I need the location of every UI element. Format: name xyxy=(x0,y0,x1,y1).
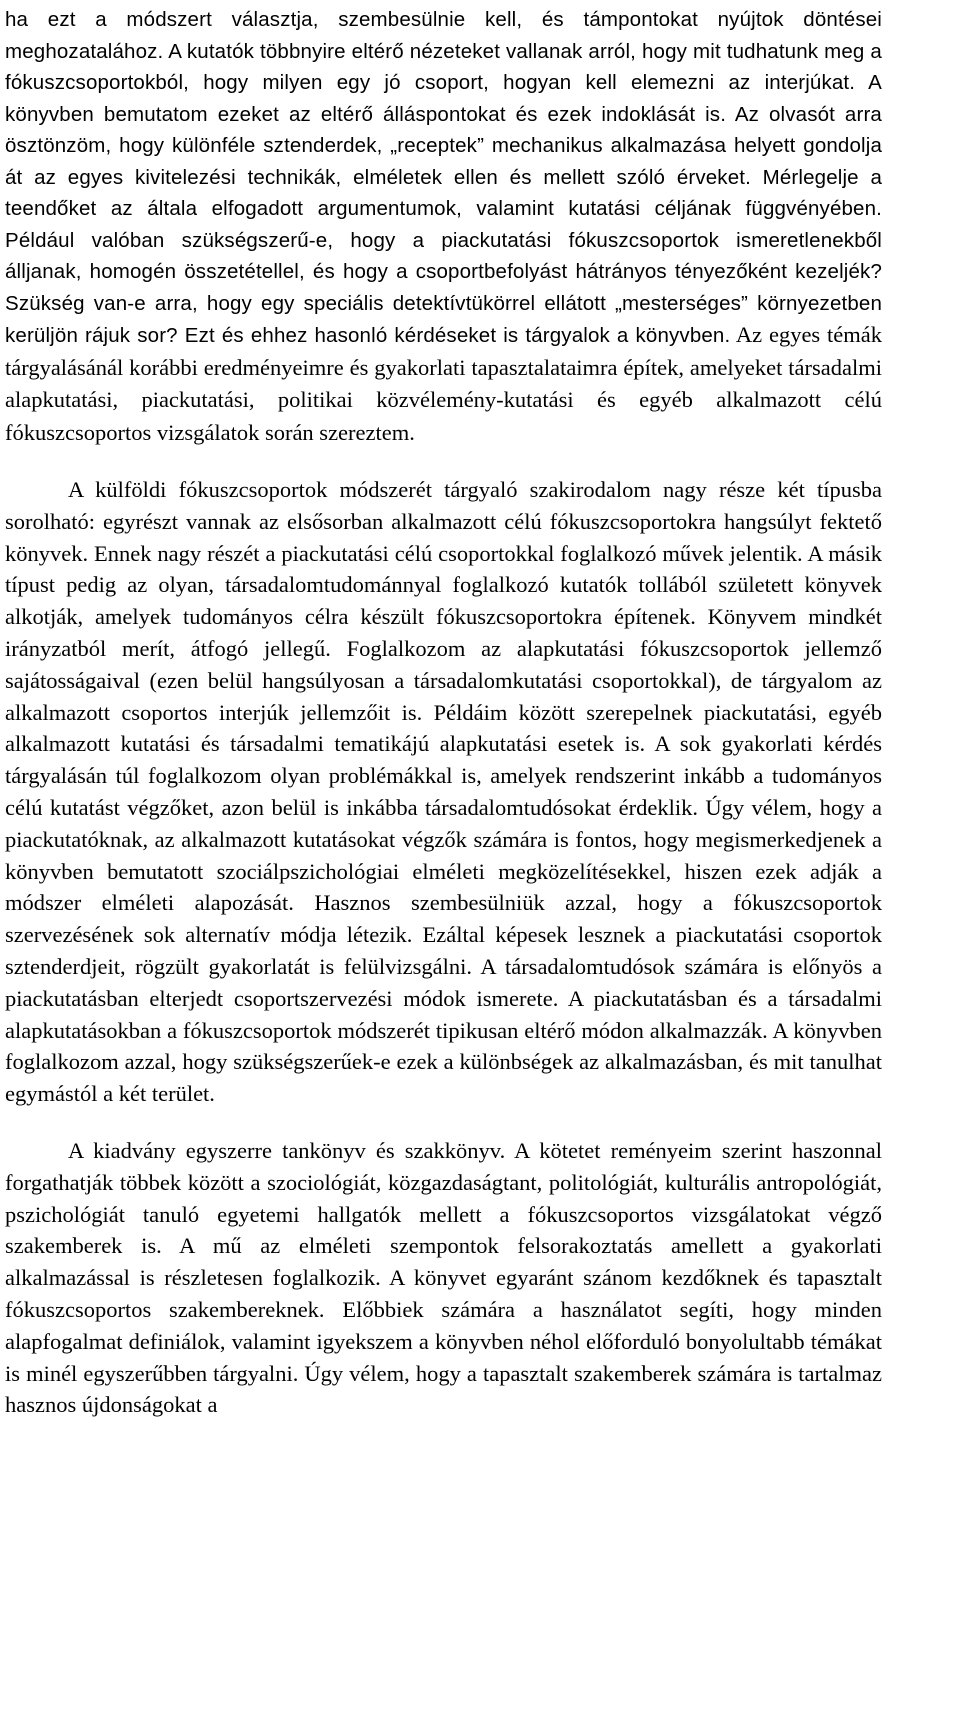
paragraph-2: A külföldi fókuszcsoportok módszerét tárgyaló szakirodalom nagy része két típusba sorolható: egyrészt vannak az elsősorban alkalmazott célú fókuszcsoportokra hangsúlyt fektető könyvek. Ennek nagy részét a piackutatási célú csoportokkal foglalkozó művek jelentik. A másik típust pedig az olyan, társadalomtudománnyal foglalkozó kutatók tollából született könyvek alkotják, amelyek tudományos célra készült fókuszcsoportokra építenek. Könyvem mindkét irányzatból merít, átfogó jellegű. Foglalkozom az alapkutatási fókuszcsoportok jellemző sajátosságaival (ezen belül hangsúlyosan a társadalomkutatási csoportokkal), de tárgyalom az alkalmazott csoportos interjúk jellemzőit is. Példáim között szerepelnek piackutatási, egyéb alkalmazott kutatási és társadalmi tematikájú alapkutatási esetek is. A sok gyakorlati kérdés tárgyalásán túl foglalkozom olyan problémákkal is, amelyek rendszerint inkább a tudományos célú kutatást végzőket, azon belül is inkábba társadalomtudósokat érdeklik. Úgy vélem, hogy a piackutatóknak, az alkalmazott kutatásokat végzők számára is fontos, hogy megismerkedjenek a könyvben bemutatott szociálpszichológiai elméleti megközelítésekkel, hiszen ezek adják a módszer elméleti alapozását. Hasznos szembesülniük azzal, hogy a fókuszcsoportok szervezésének sok alternatív módja létezik. Ezáltal képesek lesznek a piackutatási csoportok sztenderdjeit, rögzült gyakorlatát is felülvizsgálni. A társadalomtudósok számára is előnyös a piackutatásban elterjedt csoportszervezési módok ismerete. A piackutatásban és a társadalmi alapkutatásokban a fókuszcsoportok módszerét tipikusan eltérő módon alkalmazzák. A könyvben foglalkozom azzal, hogy szükségszerűek-e ezek a különbségek az alkalmazásban, és mit tanulhat egymástól a két terület. xyxy=(5,477,882,1107)
paragraph-1-sans-text: ha ezt a módszert választja, szembesülnie kell, és támpontokat nyújtok döntései meghozatalához. A kutatók többnyire eltérő nézeteket vallanak arról, hogy mit tudhatunk meg a fókuszcsoportokból, hogy milyen egy jó csoport, hogyan kell elemezni az interjúkat. A könyvben bemutatom ezeket az eltérő álláspontokat és ezek indoklását is. Az olvasót arra ösztönzöm, hogy különféle sztenderdek, „receptek” mechanikus alkalmazása helyett gondolja át az egyes kivitelezési technikák, elméletek ellen és mellett szóló érveket. Mérlegelje a teendőket az általa elfogadott argumentumok, valamint kutatási céljának függvényében. Például valóban szükségszerű-e, hogy a piackutatási fókuszcsoportok ismeretlenekből álljanak, homogén összetétellel, és hogy a csoportbefolyást hátrányos tényezőként kezeljék? Szükség van-e arra, hogy egy speciális detektívtükörrel ellátott „mesterséges” környezetben kerüljön rájuk sor? Ezt és ehhez hasonló kérdéseket is tárgyalok a könyvben. xyxy=(5,8,882,347)
paragraph-1-serif-text: Az egyes témák tárgyalásánál korábbi eredményeimre és gyakorlati tapasztalataimra építek, amelyeket társadalmi alapkutatási, piackutatási, politikai közvélemény-kutatási és egyéb alkalmazott célú fókuszcsoportos vizsgálatok során szereztem. xyxy=(5,322,882,445)
paragraph-3: A kiadvány egyszerre tankönyv és szakkönyv. A kötetet reményeim szerint haszonnal forgathatják többek között a szociológiát, közgazdaságtant, politológiát, kulturális antropológiát, pszichológiát tanuló egyetemi hallgatók mellett a fókuszcsoportos vizsgálatokat végző szakemberek is. A mű az elméleti szempontok felsorakoztatás amellett a gyakorlati alkalmazással is részletesen foglalkozik. A könyvet egyaránt szánom kezdőknek és tapasztalt fókuszcsoportos szakembereknek. Előbbiek számára a használatot segíti, hogy minden alapfogalmat definiálok, valamint igyekszem a könyvben néhol előforduló bonyolultabb témákat is minél egyszerűbben tárgyalni. Úgy vélem, hogy a tapasztalt szakemberek számára is tartalmaz hasznos újdonságokat a xyxy=(5,1137,882,1418)
paragraph-1 xyxy=(5,4,882,449)
